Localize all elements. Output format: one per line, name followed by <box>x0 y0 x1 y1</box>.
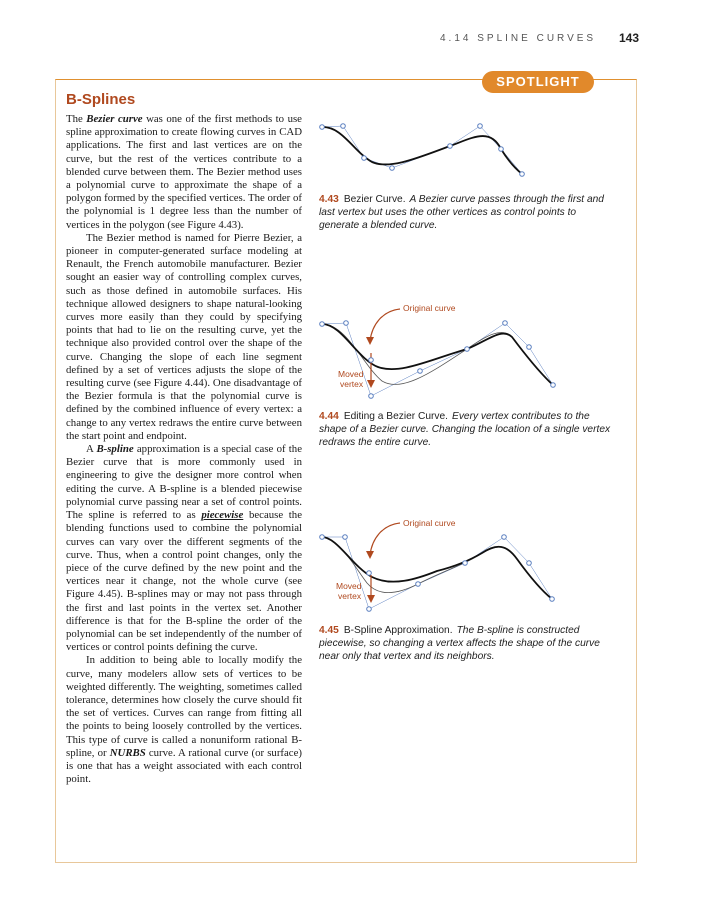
moved-vertex-label: Moved <box>338 369 364 379</box>
figure-4-44-diagram <box>312 297 572 412</box>
paragraph: A B-spline approximation is a special case of the Bezier curve that is more commonly used in engineering to give the designer more control when editing the curve. A B-spline is a blended piecewise polynomial curve passing near a set of control points. The spline is referred to as piecewise because the blending functions used to combine the polynomial curves can vary over the different segments of the curve. Thus, when a control point changes, only the piece of the curve defined by the new point and the vertices near it change, not the whole curve (see Figure 4.45). B-splines may or may not pass through the first and last points in the vertex set. Another difference is that for the B-spline the order of the polynomial can be set independently of the number of vertices or control points defining the curve. <box>66 443 302 654</box>
figure-4-45-diagram <box>312 511 572 626</box>
section-heading: B-Splines <box>66 91 136 108</box>
figure-caption-text: A Bezier curve passes through the first and last vertex but uses the other vertices as control points to generate a blended curve. <box>319 194 604 232</box>
key-term: piecewise <box>201 509 244 522</box>
body-text <box>66 113 302 786</box>
figure-number: 4.45 <box>319 625 339 636</box>
figure-title: Editing a Bezier Curve. <box>343 411 449 422</box>
bezier-curve <box>322 127 522 174</box>
running-head: 4.14 SPLINE CURVES <box>440 33 597 44</box>
paragraph: In addition to being able to locally modify the curve, many modelers allow sets of vertices to be weighted differently. The weighting, sometimes called tolerance, determines how closely the curve should fit the set of vertices. Curves can range from fitting all the points to being loosely controlled by the vertices. This type of curve is called a nonuniform rational B-spline, or NURBS curve. A rational curve (or surface) is one that has a weight associated with each control point. <box>66 654 302 786</box>
key-term: Bezier curve <box>86 113 143 125</box>
figure-caption-4-43 <box>319 193 619 233</box>
figure-title: Bezier Curve. <box>343 194 406 205</box>
original-curve-arrow <box>370 309 400 341</box>
original-curve-label: Original curve <box>403 518 456 528</box>
spotlight-badge: SPOTLIGHT <box>482 71 594 93</box>
figure-title: B-Spline Approximation. <box>343 625 453 636</box>
figure-caption-text: Every vertex contributes to the shape of a Bezier curve. Changing the location of a single vertex redraws the entire curve. <box>319 411 611 449</box>
figure-caption-text: The B-spline is constructed piecewise, so changing a vertex affects the shape of the curve near only that vertex and its neighbors. <box>319 625 600 663</box>
figure-caption-4-44 <box>319 410 619 450</box>
page-number: 143 <box>619 31 640 45</box>
paragraph: The Bezier curve was one of the first methods to use spline approximation to create flowing curves in CAD applications. The first and last vertices are on the curve, but the rest of the vertices contribute to a blended curve between them. The Bezier method uses a polynomial curve to approximate the shape of a polygon formed by the specified vertices. The order of the polynomial is 1 degree less than the number of vertices in the polygon (see Figure 4.43). <box>66 113 302 231</box>
original-curve-arrow <box>370 523 400 555</box>
moved-vertex-label: vertex <box>340 379 364 389</box>
vertex-markers <box>320 124 525 177</box>
key-term: B-spline <box>96 443 134 456</box>
figure-number: 4.44 <box>319 411 339 422</box>
figure-number: 4.43 <box>319 194 339 205</box>
paragraph: The Bezier method is named for Pierre Bezier, a pioneer in computer-generated surface modeling at Renault, the French automobile manufacturer. Bezier sought an easier way of controlling complex curves, such as those defined in automobile surfaces. His technique allowed designers to shape natural-looking curves more easily than they could by specifying points that had to lie on the resulting curve, yet the technique also provided control over the shape of the curve. Changing the slope of each line segment defined by a set of vertices adjusts the slope of the resulting curve (see Figure 4.44). One disadvantage of the Bezier formula is that the polynomial curve is defined by the combined influence of every vertex: a change to any vertex redraws the entire curve between the start point and endpoint. <box>66 231 302 442</box>
control-polygon <box>322 126 522 174</box>
moved-vertex-label: vertex <box>338 591 362 601</box>
original-curve-label: Original curve <box>403 303 456 313</box>
moved-vertex-label: Moved <box>336 581 362 591</box>
figure-caption-4-45 <box>319 624 619 664</box>
key-term: NURBS <box>109 746 146 759</box>
